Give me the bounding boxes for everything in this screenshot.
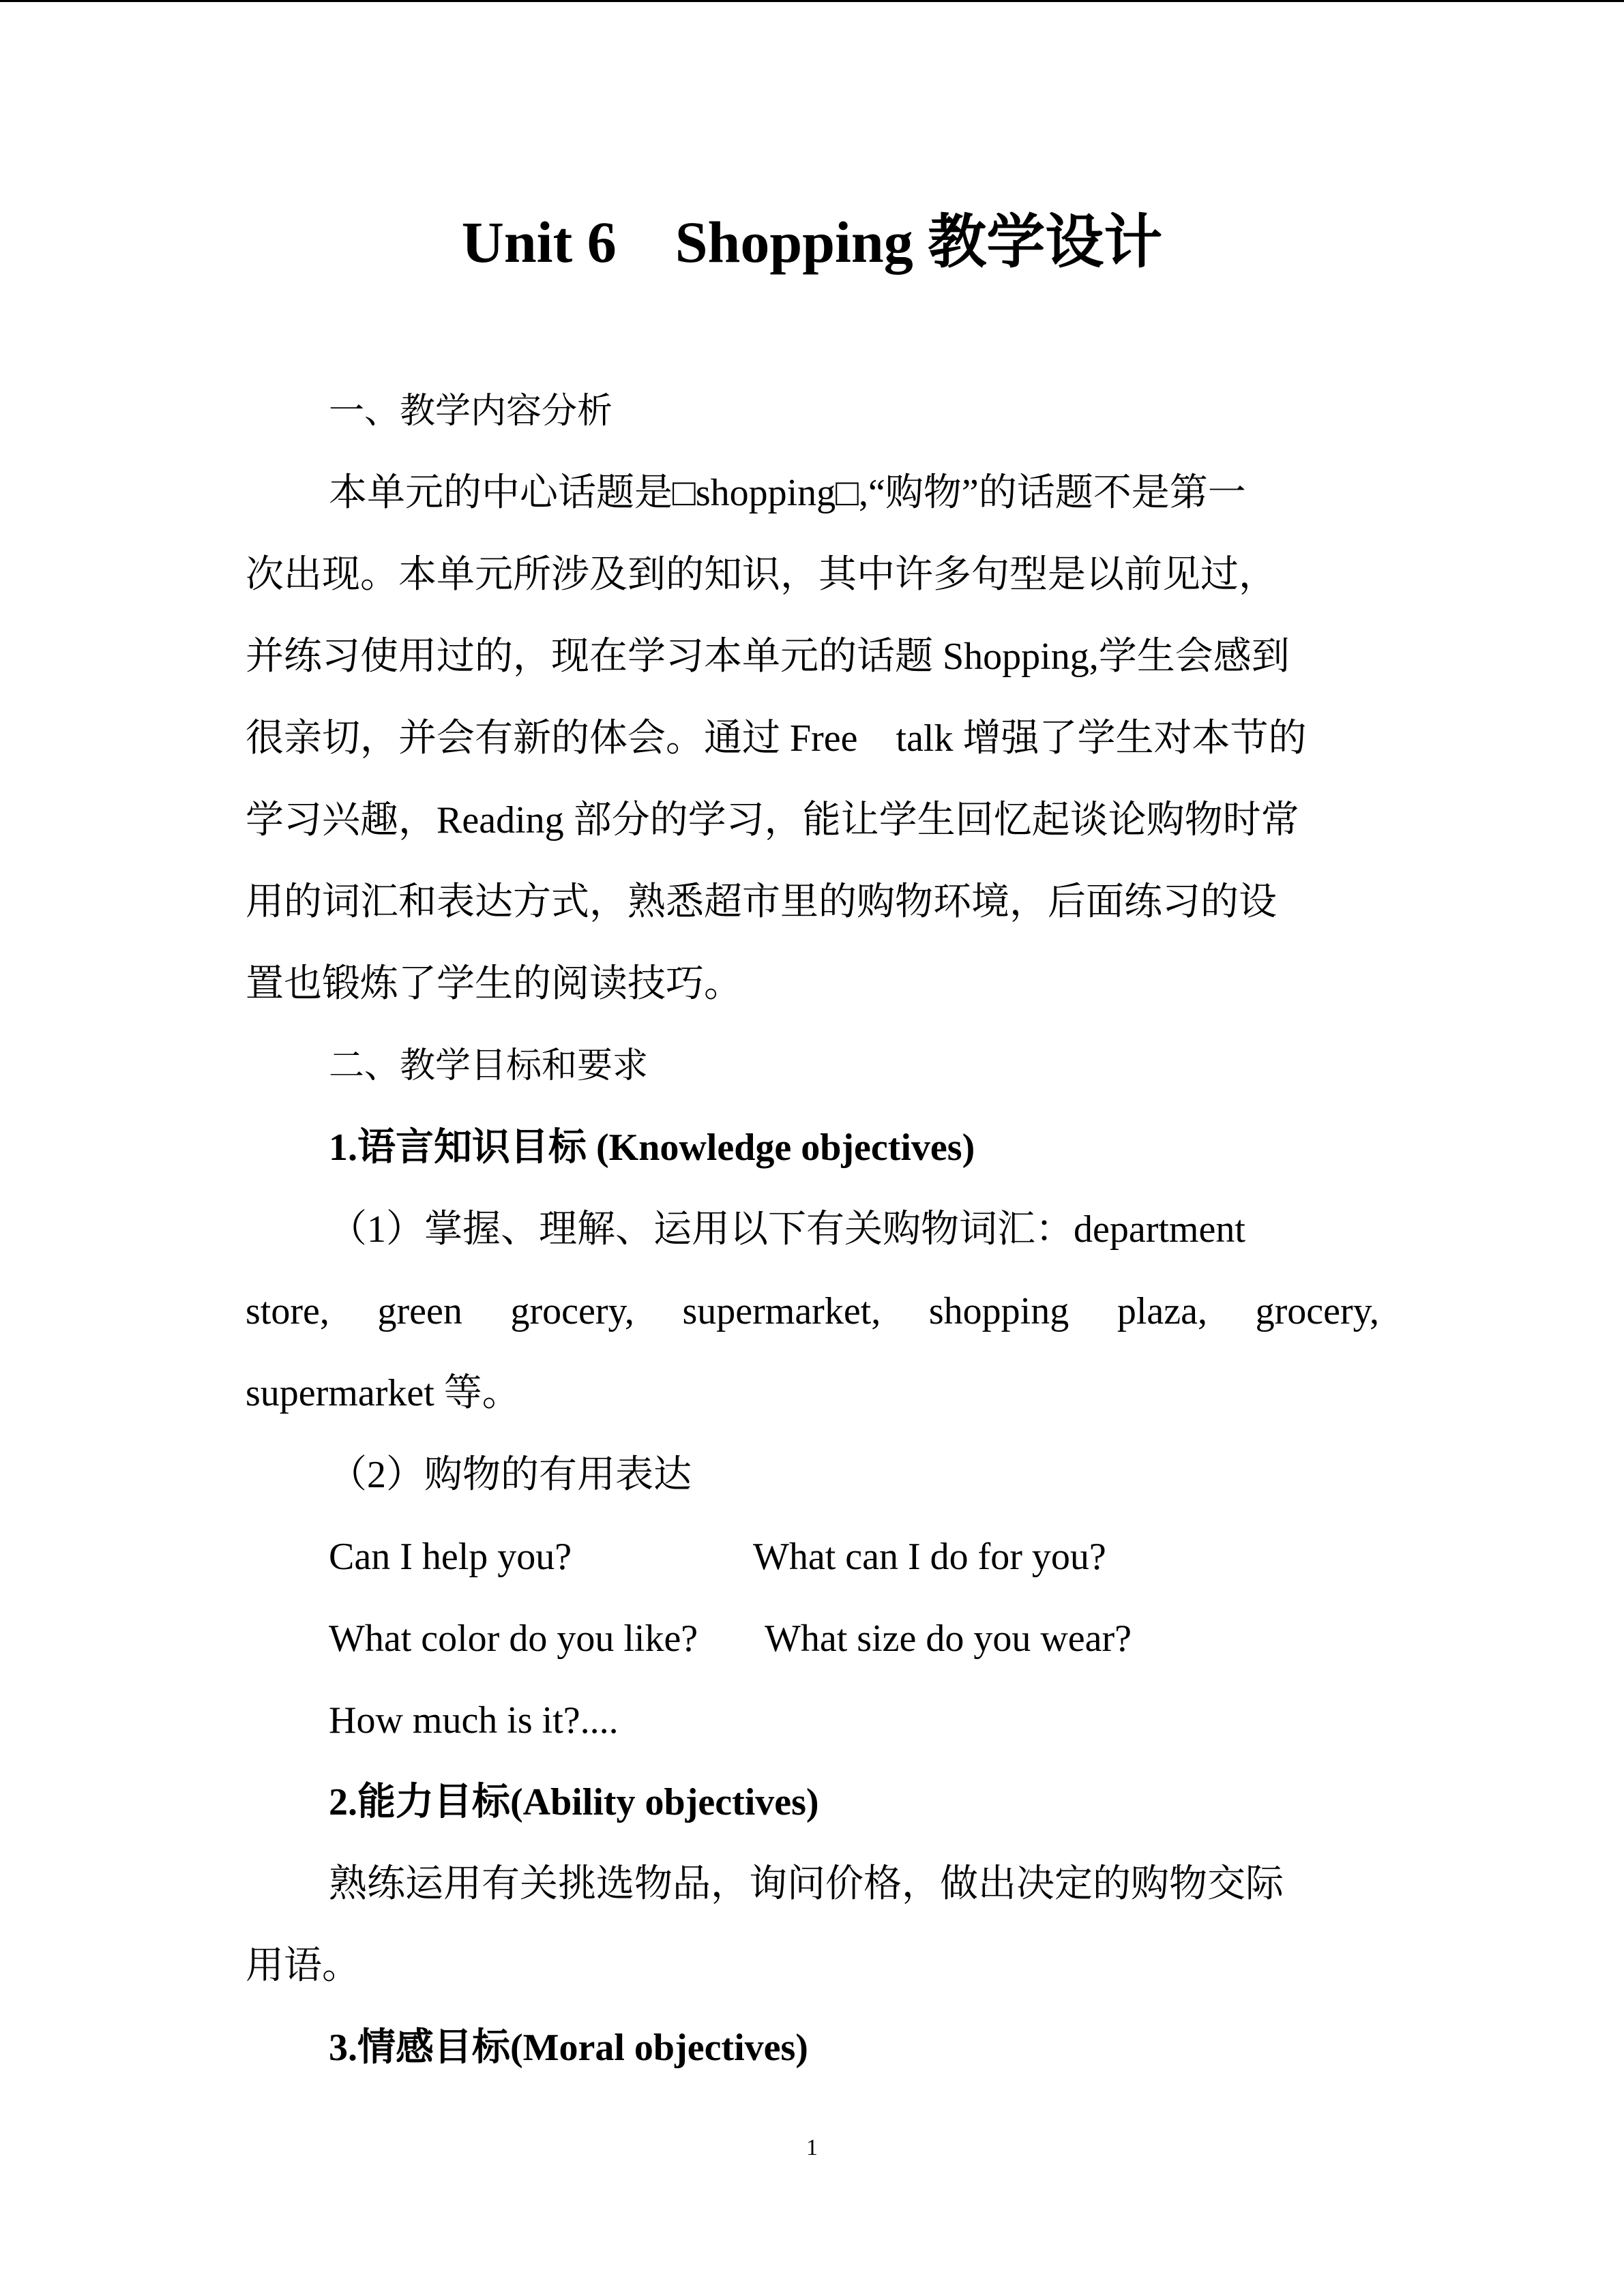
- vocab-word: shopping: [928, 1290, 1069, 1332]
- page-number: 1: [806, 2135, 818, 2160]
- ability-objectives-heading: 2.能力目标(Ability objectives): [329, 1781, 819, 1823]
- paragraph-line: 置也锻炼了学生的阅读技巧。: [246, 963, 742, 1005]
- vocab-word: grocery,: [1255, 1290, 1379, 1332]
- expression-item: What size do you wear?: [765, 1617, 1132, 1660]
- paragraph-line: 并练习使用过的，现在学习本单元的话题 Shopping,学生会感到: [246, 636, 1290, 678]
- paragraph-line: 本单元的中心话题是□shopping□,“购物”的话题不是第一: [329, 472, 1246, 514]
- section2-heading: 二、教学目标和要求: [329, 1045, 649, 1086]
- paragraph-line: 用语。: [246, 1945, 360, 1987]
- expression-item: What can I do for you?: [753, 1536, 1106, 1578]
- page-title: Unit 6 Shopping 教学设计: [461, 209, 1163, 275]
- expression-item: How much is it?....: [329, 1699, 619, 1742]
- paragraph-line: 很亲切，并会有新的体会。通过 Free talk 增强了学生对本节的: [246, 717, 1307, 760]
- top-border-line: [0, 0, 1624, 2]
- paragraph-line: 学习兴趣，Reading 部分的学习，能让学生回忆起谈论购物时常: [246, 799, 1299, 841]
- expressions-heading: （2）购物的有用表达: [329, 1454, 692, 1496]
- vocab-word: supermarket,: [682, 1290, 881, 1332]
- paragraph-line: 用的词汇和表达方式，熟悉超市里的购物环境，后面练习的设: [246, 881, 1277, 923]
- vocab-words-line: [246, 1284, 1379, 1339]
- expression-item: What color do you like?: [329, 1617, 698, 1660]
- vocab-word: plaza,: [1117, 1290, 1207, 1332]
- expression-item: Can I help you?: [329, 1536, 572, 1578]
- paragraph-line: 熟练运用有关挑选物品，询问价格，做出决定的购物交际: [329, 1863, 1284, 1905]
- vocab-word: grocery,: [510, 1290, 634, 1332]
- vocab-word: store,: [246, 1290, 329, 1332]
- moral-objectives-heading: 3.情感目标(Moral objectives): [329, 2027, 808, 2069]
- knowledge-objectives-heading: 1.语言知识目标 (Knowledge objectives): [329, 1127, 975, 1169]
- vocab-end-line: supermarket 等。: [246, 1372, 520, 1414]
- vocab-word: green: [377, 1290, 462, 1332]
- vocab-intro-line: （1）掌握、理解、运用以下有关购物词汇：department: [329, 1208, 1245, 1251]
- section1-heading: 一、教学内容分析: [329, 391, 613, 432]
- paragraph-line: 次出现。本单元所涉及到的知识，其中许多句型是以前见过，: [246, 554, 1277, 596]
